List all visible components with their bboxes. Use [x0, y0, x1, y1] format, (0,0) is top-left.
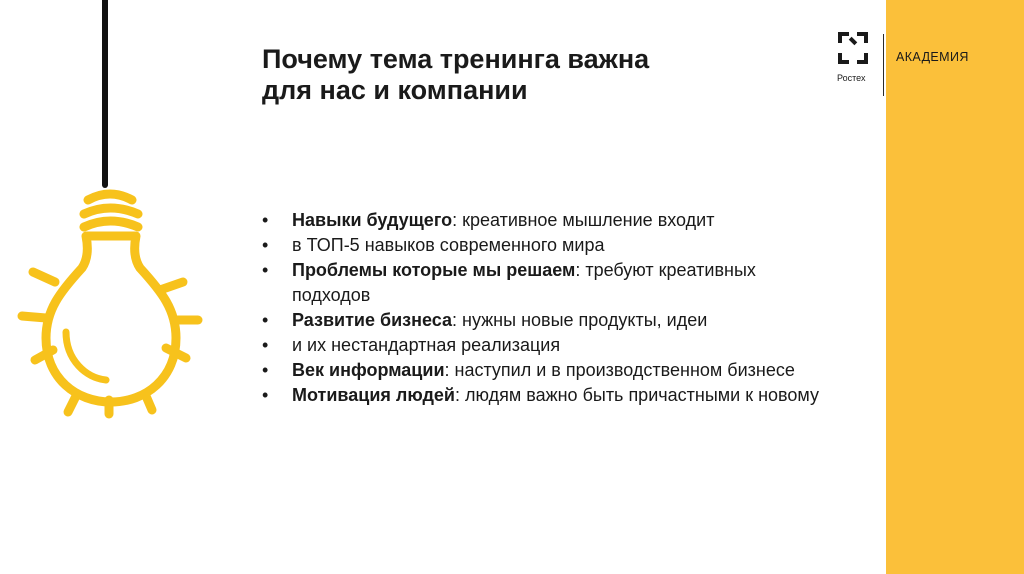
academy-label: АКАДЕМИЯ [896, 50, 969, 64]
list-item [262, 233, 822, 258]
bullet-bold: Мотивация людей [292, 385, 455, 405]
bullet-bold: Проблемы которые мы решаем [292, 260, 576, 280]
list-item [262, 333, 822, 358]
list-item [262, 383, 822, 408]
logo-caption: Ростех [837, 73, 866, 83]
title-line-1: Почему тема тренинга важна [262, 44, 650, 74]
list-item [262, 308, 822, 333]
bullet-bold: Развитие бизнеса [292, 310, 452, 330]
list-item [262, 358, 822, 383]
bullet-text: : людям важно быть причастными к новому [454, 385, 819, 405]
bullet-text: в ТОП-5 навыков современного мира [292, 235, 605, 255]
bullet-text: : наступил и в производственном бизнесе [444, 360, 795, 380]
bullet-text: : требуют креативных подходов [292, 260, 756, 305]
rostec-logo-icon [836, 30, 870, 66]
bullet-text: : нужны новые продукты, идеи [452, 310, 708, 330]
list-item [262, 258, 822, 308]
page-title [262, 44, 782, 106]
light-bulb-icon [0, 0, 230, 420]
bullet-bold: Навыки будущего [292, 210, 453, 230]
bullet-list [262, 208, 822, 408]
logo-divider [883, 34, 884, 96]
bullet-text: и их нестандартная реализация [292, 335, 561, 355]
bullet-bold: Век информации [292, 360, 445, 380]
bullet-text: : креативное мышление входит [452, 210, 715, 230]
list-item [262, 208, 822, 233]
accent-sidebar [886, 0, 1024, 574]
title-line-2: для нас и компании [262, 75, 528, 105]
